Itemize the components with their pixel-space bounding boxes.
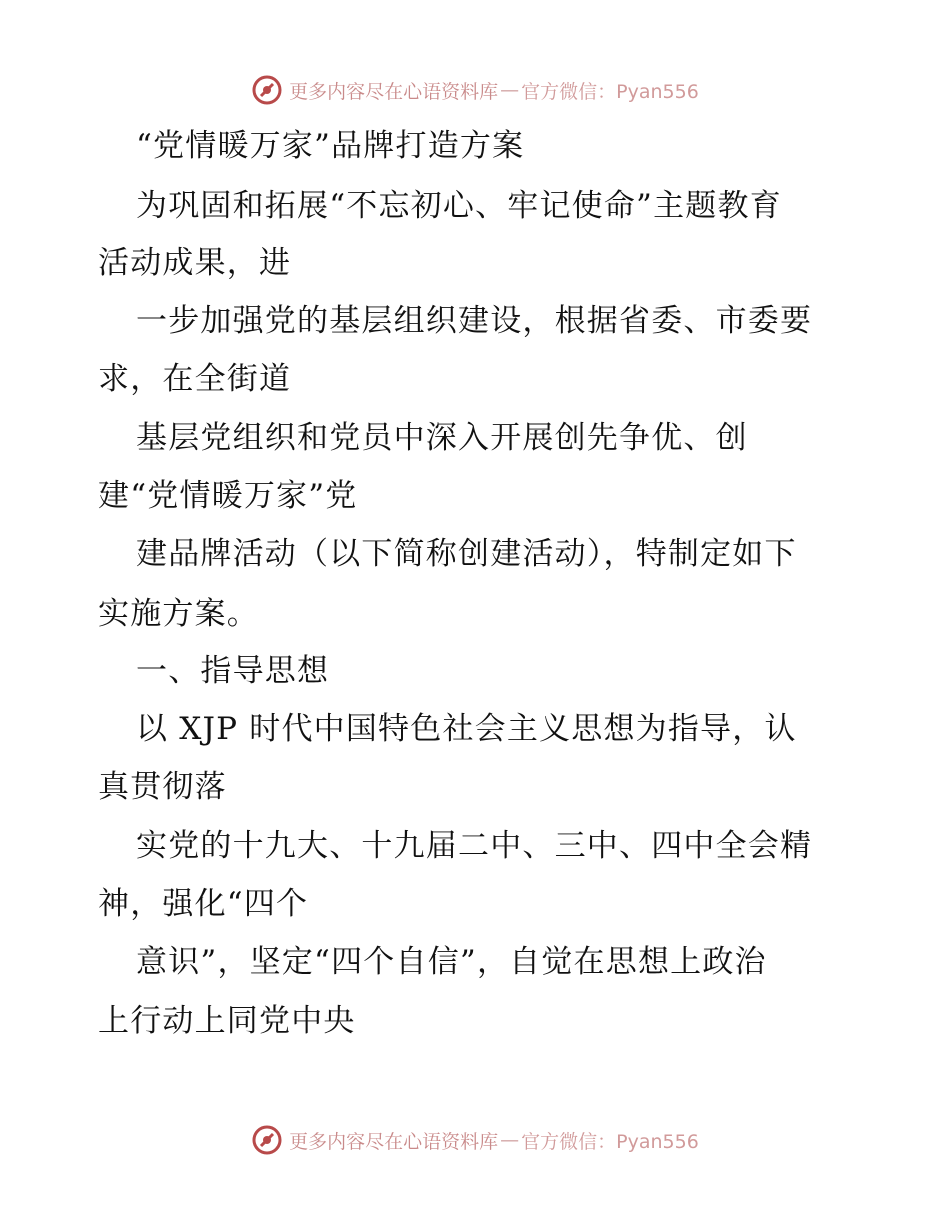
text-line: 以 XJP 时代中国特色社会主义思想为指导，认 (136, 711, 797, 747)
text-line: 意识”，坚定“四个自信”，自觉在思想上政治 (136, 944, 767, 980)
text-line: 实党的十九大、十九届二中、三中、四中全会精 (136, 828, 813, 864)
text-line: 建“党情暖万家”党 (98, 478, 358, 514)
watermark-text: 更多内容尽在心语资料库 (289, 80, 499, 103)
section-heading: 一、指导思想 (136, 653, 330, 689)
text-line: 建品牌活动（以下简称创建活动），特制定如下 (136, 536, 797, 572)
text-line: 实施方案。 (98, 596, 259, 632)
text-line: 真贯彻落 (98, 769, 227, 805)
text-line: 活动成果，进 (98, 245, 292, 281)
text-line: 为巩固和拓展“不忘初心、牢记使命”主题教育 (136, 188, 782, 224)
text-line: 神，强化“四个 (98, 886, 309, 922)
text-line: 求，在全街道 (98, 361, 292, 397)
watermark-text: 更多内容尽在心语资料库 (289, 1130, 499, 1153)
watermark-separator: — (500, 1129, 520, 1151)
brand-logo-icon (251, 74, 283, 106)
header-watermark (0, 70, 950, 110)
brand-logo-icon (251, 1124, 283, 1156)
document-title: “党情暖万家”品牌打造方案 (136, 128, 525, 164)
text-line: 一步加强党的基层组织建设，根据省委、市委要 (136, 303, 813, 339)
text-line: 上行动上同党中央 (98, 1003, 356, 1039)
watermark-contact: 官方微信：Pyan556 (521, 1130, 699, 1153)
footer-watermark (0, 1120, 950, 1160)
watermark-separator: — (500, 79, 520, 101)
text-line: 基层党组织和党员中深入开展创先争优、创 (136, 420, 748, 456)
watermark-contact: 官方微信：Pyan556 (521, 80, 699, 103)
